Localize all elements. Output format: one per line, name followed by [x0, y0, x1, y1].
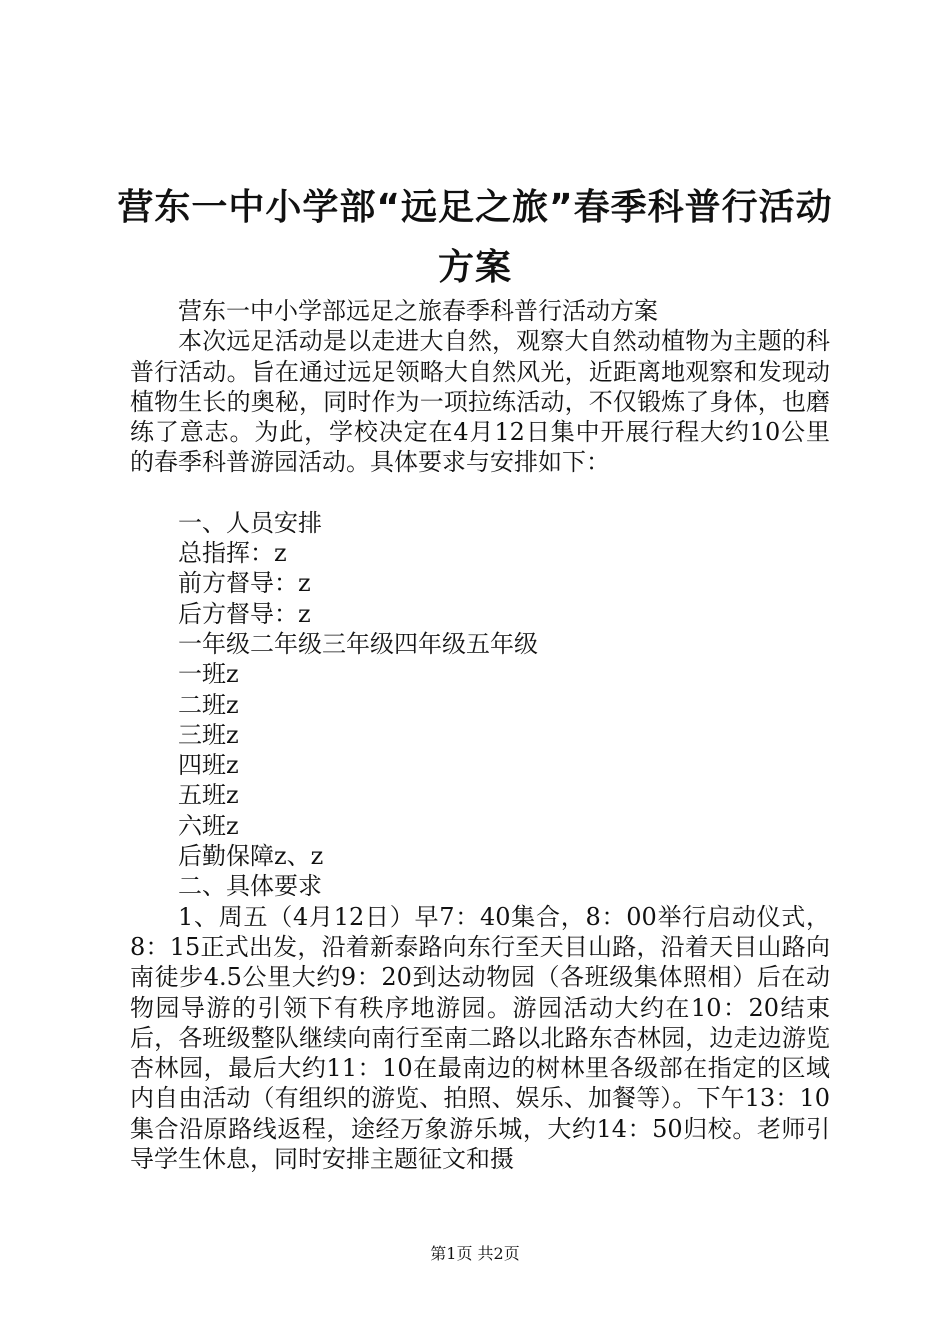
section-heading-staff: 一、人员安排 — [178, 508, 322, 537]
intro-paragraph: 本次远足活动是以走进大自然，观察大自然动植物为主题的科普行活动。旨在通过远足领略大自然风光，近距离地观察和发现动植物生长的奥秘，同时作为一项拉练活动，不仅锻炼了身体，也磨练了意志。为此，学校决定在4月12日集中开展行程大约10公里的春季科普游园活动。具体要求与安排如下： — [130, 327, 830, 477]
document-body — [130, 296, 830, 1174]
requirement-paragraph-1: 1、周五（4月12日）早7：40集合，8：00举行启动仪式，8：15正式出发，沿着新泰路向东行至天目山路，沿着天目山路向南徒步4.5公里大约9：20到达动物园（各班级集体照相）后在动物园导游的引领下有秩序地游园。游园活动大约在10：20结束后，各班级整队继续向南行至南二路以北路东杏林园，边走边游览杏林园，最后大约11：10在最南边的树林里各级部在指定的区域内自由活动（有组织的游览、拍照、娱乐、加餐等）。下午13：10集合沿原路线返程，途经万象游乐城，大约14：50归校。老师引导学生休息，同时安排主题征文和摄 — [130, 902, 830, 1174]
document-title-line-1: 营东一中小学部“远足之旅”春季科普行活动 — [117, 187, 833, 228]
staff-line: 四班z — [178, 751, 239, 780]
staff-line: 三班z — [178, 720, 239, 749]
staff-line: 后方督导：z — [178, 599, 311, 628]
staff-line: 二班z — [178, 690, 239, 719]
staff-list — [130, 538, 830, 871]
section-heading-requirements: 二、具体要求 — [178, 872, 322, 901]
staff-line: 总指挥：z — [178, 539, 287, 568]
staff-line: 后勤保障z、z — [178, 842, 324, 871]
staff-line: 前方督导：z — [178, 569, 311, 598]
page-footer: 第1页 共2页 — [430, 1244, 520, 1263]
document-subtitle: 营东一中小学部远足之旅春季科普行活动方案 — [178, 297, 658, 325]
staff-line: 一班z — [178, 660, 239, 689]
staff-line: 五班z — [178, 781, 239, 810]
staff-line: 六班z — [178, 811, 239, 840]
staff-line: 一年级二年级三年级四年级五年级 — [178, 629, 538, 658]
paragraph-gap — [130, 478, 830, 508]
document-title-line-2: 方案 — [437, 247, 512, 288]
